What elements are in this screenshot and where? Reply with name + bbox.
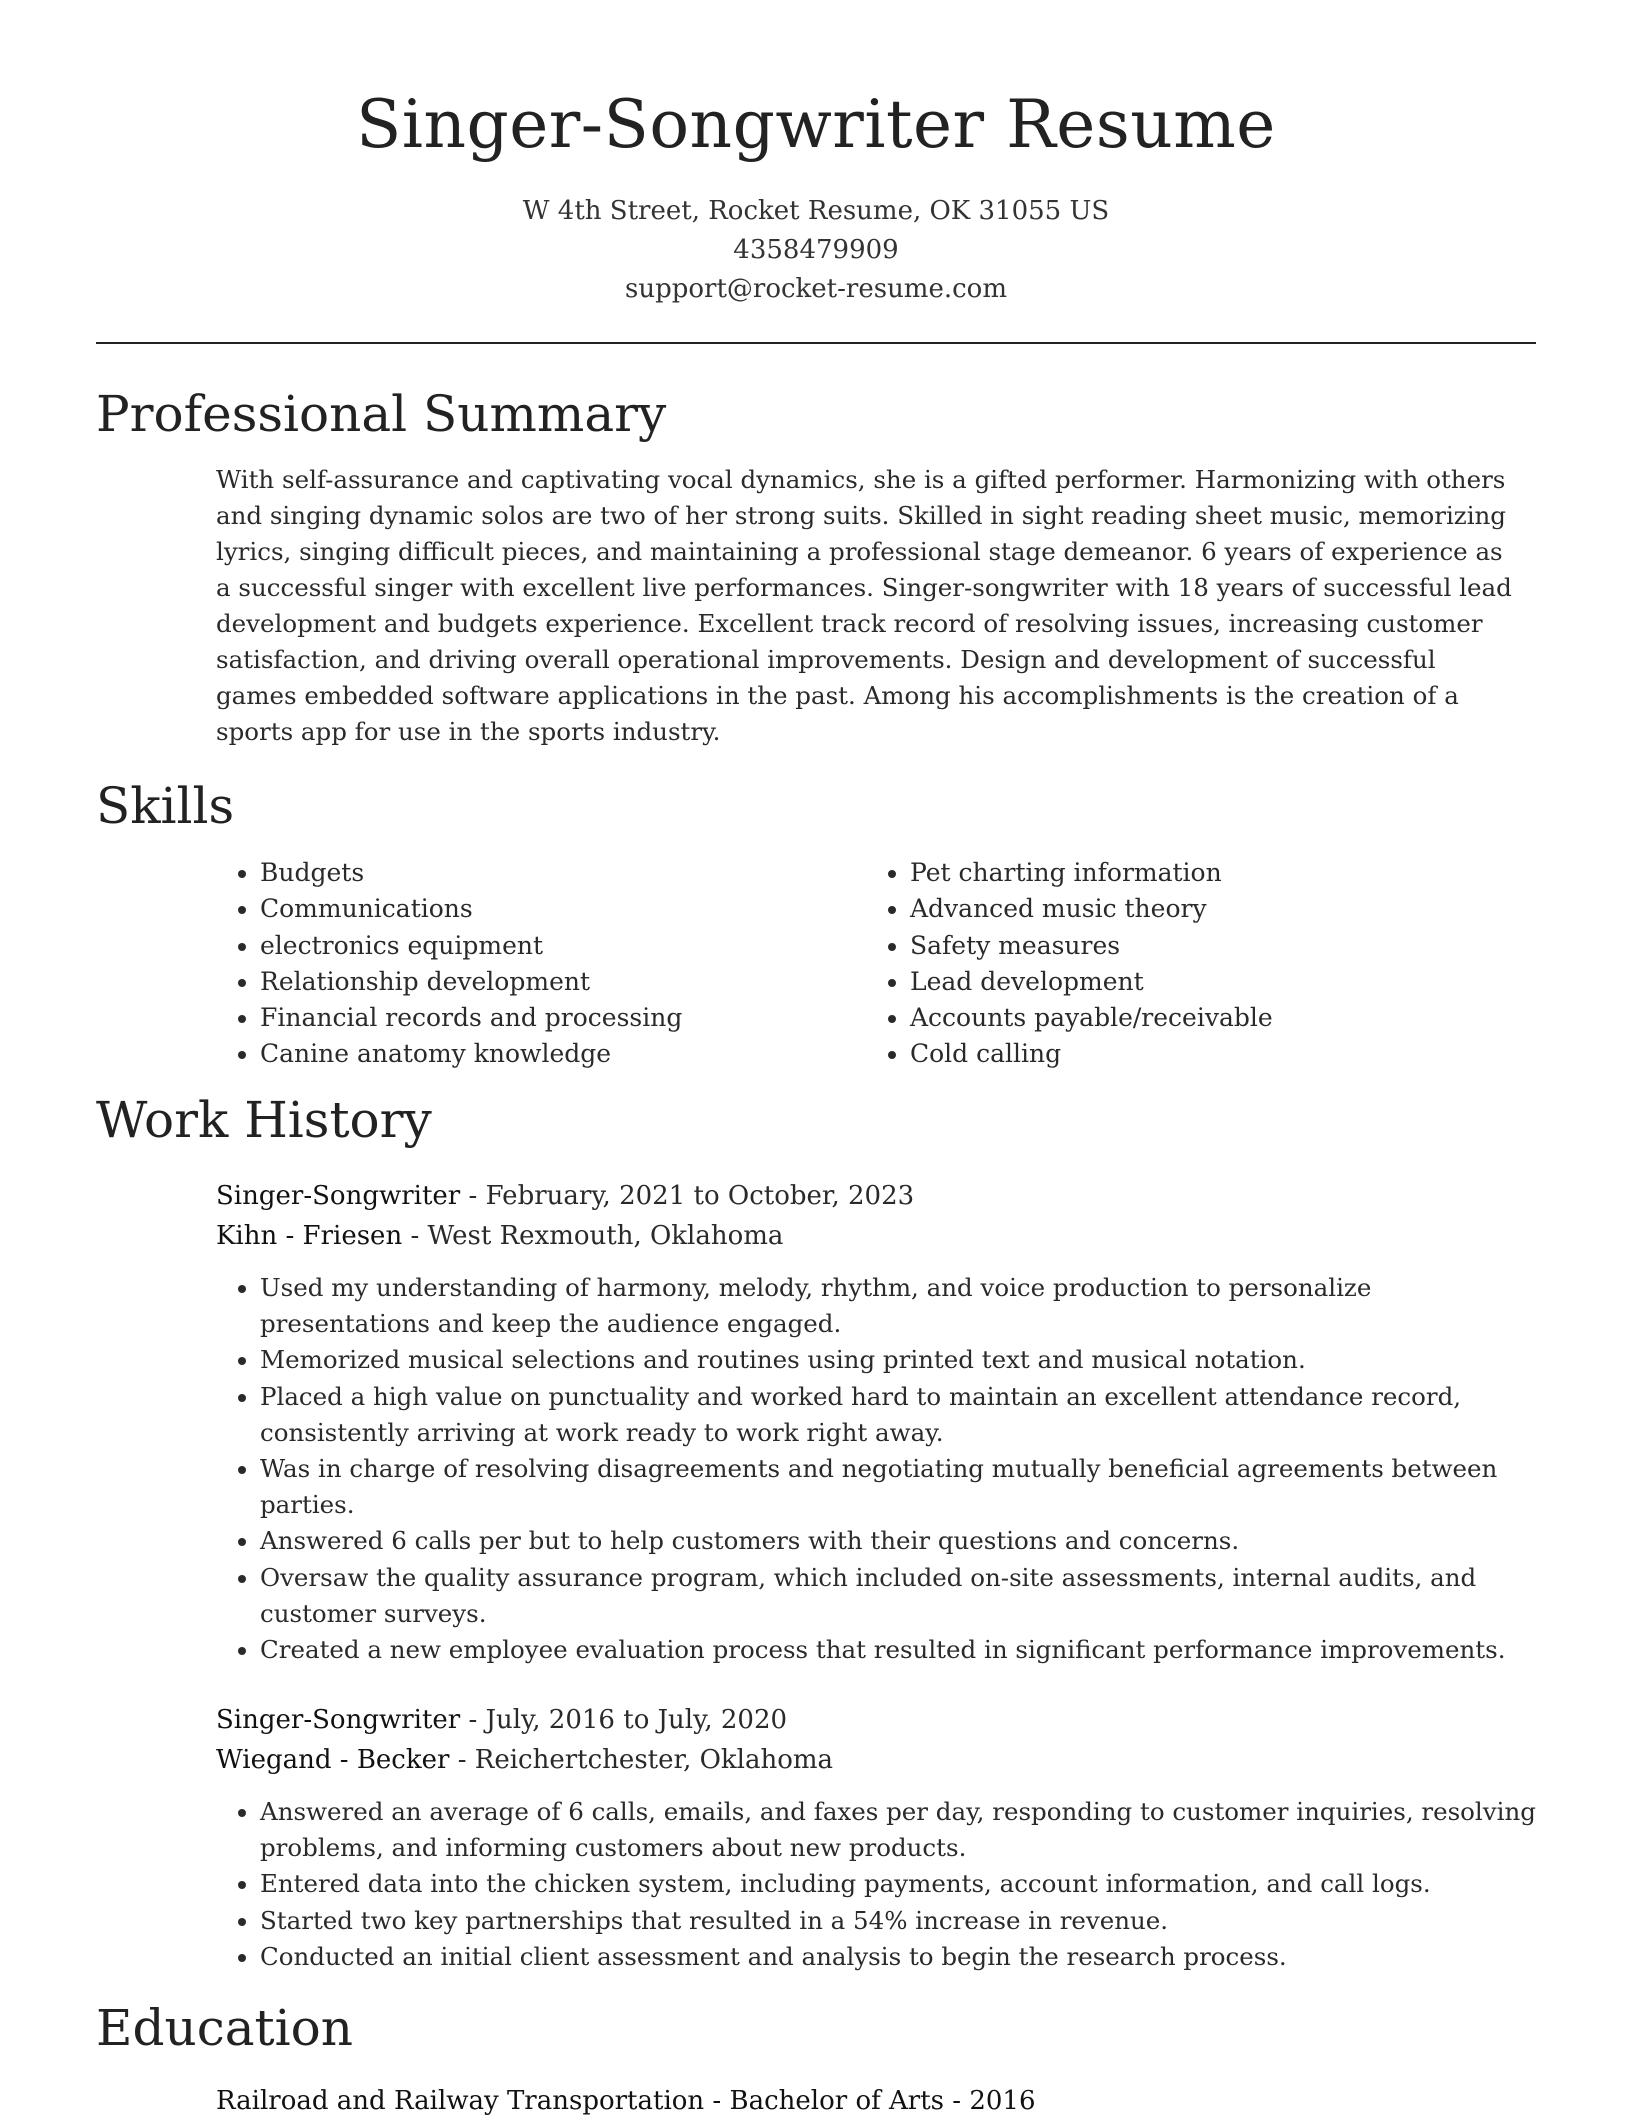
skill-item: • electronics equipment [260,928,682,964]
contact-email: support@rocket-resume.com [624,274,1007,304]
contact-info [0,192,1632,309]
skills-list-right [866,855,1273,1073]
job-title: Singer-Songwriter [216,1181,461,1211]
job-bullet: • Created a new employee evaluation process that resulted in significant performance improvements. [260,1632,1538,1668]
skill-item: • Safety measures [910,928,1273,964]
job-bullet: • Memorized musical selections and routines using printed text and musical notation. [260,1342,1538,1378]
skill-item: • Relationship development [260,964,682,1000]
education-field: Railroad and Railway Transportation [216,2086,705,2116]
job-company: Kihn - Friesen [216,1221,403,1251]
job-title: Singer-Songwriter [216,1705,461,1735]
skill-item: • Cold calling [910,1036,1273,1072]
skill-item: • Budgets [260,855,682,891]
skill-item: • Communications [260,891,682,927]
job-bullet: • Oversaw the quality assurance program, which included on-site assessments, internal audits, and customer surveys. [260,1560,1538,1632]
job-company-line: Kihn - Friesen - West Rexmouth, Oklahoma [216,1221,784,1251]
job-bullet: • Entered data into the chicken system, including payments, account information, and call logs. [260,1866,1538,1902]
job-bullet: • Answered 6 calls per but to help customers with their questions and concerns. [260,1523,1538,1559]
work-heading: Work History [96,1091,432,1149]
job-location: Reichertchester, Oklahoma [474,1745,834,1775]
job-title-line: Singer-Songwriter - February, 2021 to October, 2023 [216,1181,915,1211]
education-heading: Education [96,1999,353,2057]
skills-list-left [216,855,682,1073]
job-company-line: Wiegand - Becker - Reichertchester, Oklahoma [216,1745,834,1775]
job-bullet: • Answered an average of 6 calls, emails, and faxes per day, responding to customer inquiries, resolving problems, and informing customers about new products. [260,1794,1538,1866]
education-degree: Bachelor of Arts [729,2086,944,2116]
job-bullets [216,1270,1538,1668]
skills-heading: Skills [96,777,235,835]
job-bullets [216,1794,1538,1975]
skill-item: • Financial records and processing [260,1000,682,1036]
resume-title: Singer-Songwriter Resume [356,86,1276,163]
contact-phone: 4358479909 [733,235,899,265]
job-header [216,1176,914,1256]
skill-item: • Canine anatomy knowledge [260,1036,682,1072]
skill-item: • Lead development [910,964,1273,1000]
job-dates: July, 2016 to July, 2020 [485,1705,788,1735]
education-year: 2016 [969,2086,1036,2116]
skill-item: • Pet charting information [910,855,1273,891]
job-dates: February, 2021 to October, 2023 [485,1181,915,1211]
job-bullet: • Used my understanding of harmony, melody, rhythm, and voice production to personalize presentations and keep the audience engaged. [260,1270,1538,1342]
contact-address: W 4th Street, Rocket Resume, OK 31055 US [522,196,1110,226]
job-bullet: • Conducted an initial client assessment and analysis to begin the research process. [260,1939,1538,1975]
header-divider [96,342,1536,344]
summary-heading: Professional Summary [96,385,667,443]
job-header [216,1700,833,1780]
summary-text: With self-assurance and captivating vocal dynamics, she is a gifted performer. Harmonizing with others and singing dynamic solos are two of her strong suits. Skilled in sight reading sheet music, memorizing lyrics, singing difficult pieces, and maintaining a professional stage demeanor. 6 years of experience as a successful singer with excellent live performances. Singer-songwriter with 18 years of successful lead development and budgets experience. Excellent track record of resolving issues, increasing customer satisfaction, and driving overall operational improvements. Design and development of successful games embedded software applications in the past. Among his accomplishments is the creation of a sports app for use in the sports industry. [216,465,1512,746]
job-bullet: • Placed a high value on punctuality and worked hard to maintain an excellent attendance record, consistently arriving at work ready to work right away. [260,1379,1538,1451]
job-bullet: • Was in charge of resolving disagreements and negotiating mutually beneficial agreements between parties. [260,1451,1538,1523]
skill-item: • Accounts payable/receivable [910,1000,1273,1036]
job-location: West Rexmouth, Oklahoma [427,1221,784,1251]
skill-item: • Advanced music theory [910,891,1273,927]
job-bullet: • Started two key partnerships that resulted in a 54% increase in revenue. [260,1903,1538,1939]
job-title-line: Singer-Songwriter - July, 2016 to July, 2020 [216,1705,788,1735]
education-entry: Railroad and Railway Transportation - Bachelor of Arts - 2016 [216,2086,1036,2116]
job-company: Wiegand - Becker [216,1745,450,1775]
